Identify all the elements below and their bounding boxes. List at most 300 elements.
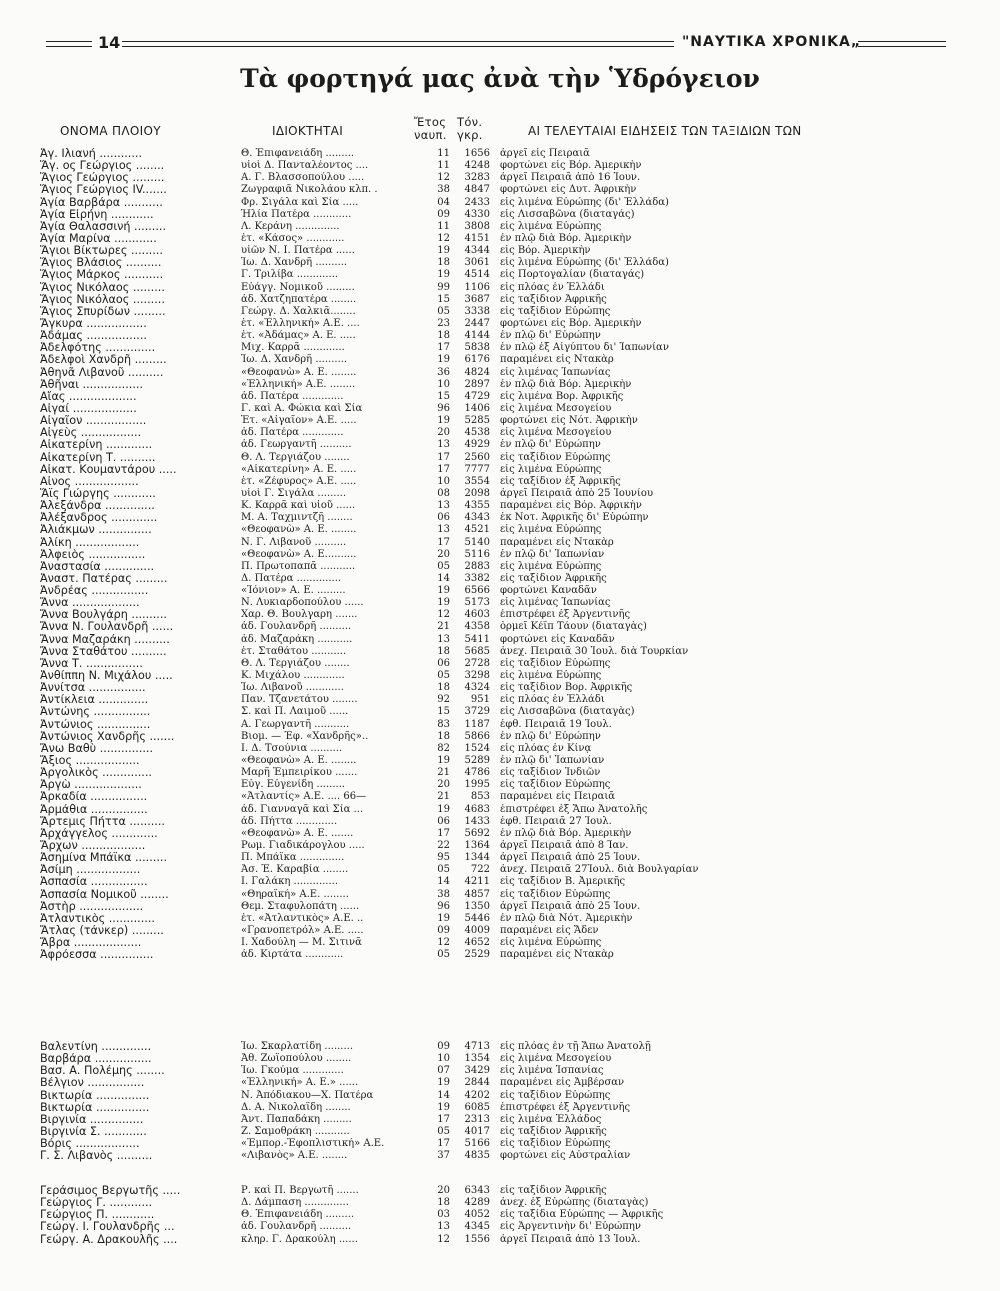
ship-owner: Ρωμ. Γιαδικάρογλου ..... bbox=[241, 840, 365, 852]
page-header bbox=[46, 33, 946, 55]
ship-row bbox=[40, 148, 960, 160]
ship-row bbox=[40, 1150, 960, 1162]
ship-row bbox=[40, 621, 960, 633]
ship-news: εἰς ταξίδιον Ἰνδιῶν bbox=[500, 767, 601, 779]
ship-year: 17 bbox=[437, 463, 450, 475]
ship-owner: Δ. Α. Νικολαΐδη ........ bbox=[241, 1101, 351, 1113]
ship-news: εἰς ταξίδιον Εὐρώπης bbox=[500, 305, 611, 317]
ship-tonnage: 4330 bbox=[464, 208, 490, 220]
ship-year: 21 bbox=[437, 621, 450, 633]
ship-news: εἰς λιμένα Ἱσπανίας bbox=[500, 1065, 604, 1077]
ship-name: Αἰγαῖον ................. bbox=[40, 415, 147, 428]
ship-year: 20 bbox=[437, 427, 450, 439]
ship-owner: Α. Γ. Βλασσοπούλου ..... bbox=[241, 172, 365, 184]
ship-owner: ἀδ. Χατζηπατέρα ........ bbox=[241, 293, 357, 305]
ship-news: εἰς ταξίδιον Ἀφρικῆς bbox=[500, 1185, 607, 1196]
ship-news: ἐν πλῷ διὰ Βόρ. Ἀμερικὴν bbox=[500, 378, 632, 390]
ship-name: Ἀντώνιος Χανδρῆς ....... bbox=[40, 730, 175, 743]
ship-row bbox=[40, 427, 960, 439]
ship-name: Ἀρκαδία ................ bbox=[40, 791, 148, 804]
ship-year: 21 bbox=[437, 767, 450, 779]
ship-tonnage: 5140 bbox=[464, 536, 490, 548]
ship-row bbox=[40, 1197, 960, 1209]
ship-row bbox=[40, 876, 960, 888]
ship-owner: ἀδ. Γουλανδρῆ .......... bbox=[241, 621, 352, 633]
ship-row bbox=[40, 1126, 960, 1138]
ship-year: 09 bbox=[437, 1041, 450, 1052]
ship-tonnage: 4847 bbox=[464, 184, 490, 196]
ship-tonnage: 4211 bbox=[464, 876, 490, 888]
ship-name: Ἀσημίνα Μπάϊκα ......... bbox=[40, 852, 167, 865]
ship-news: ἐν πλῷ δι' Εὐρώπην bbox=[500, 730, 601, 742]
ship-row bbox=[40, 1221, 960, 1233]
ship-name: Βιργινία ............... bbox=[40, 1113, 144, 1126]
ship-name: Ἅγιος Βλάσιος .......... bbox=[40, 257, 162, 270]
ship-name: Ἀλφειὸς ................ bbox=[40, 548, 146, 561]
ship-owner: ἀδ. Γουλανδρῆ .......... bbox=[241, 1221, 352, 1233]
ship-name: Ἀθῆναι ................. bbox=[40, 378, 144, 391]
ship-row bbox=[40, 1065, 960, 1077]
column-header-year-line2: ναυπ. bbox=[414, 128, 447, 142]
ship-news: εἰς ταξίδιον Εὐρώπης bbox=[500, 888, 611, 900]
ship-row bbox=[40, 743, 960, 755]
ship-news: εἰς λιμένα Εὐρώπης bbox=[500, 220, 602, 232]
ship-year: 06 bbox=[437, 815, 450, 827]
ship-year: 12 bbox=[437, 232, 450, 244]
ship-tonnage: 4538 bbox=[464, 427, 490, 439]
ship-tonnage: 4052 bbox=[464, 1209, 490, 1221]
ship-news: εἰς λιμένας Ἰαπωνίας bbox=[500, 366, 611, 378]
ship-name: Ἄννα Ν. Γουλανδρῆ ...... bbox=[40, 621, 174, 634]
ship-row bbox=[40, 731, 960, 743]
ship-news: παραμένει εἰς Ἄδεν bbox=[500, 925, 599, 936]
ship-tonnage: 1350 bbox=[464, 900, 490, 912]
magazine-title: "ΝΑΥΤΙΚΑ ΧΡΟΝΙΚΑ„ bbox=[682, 34, 862, 50]
ship-tonnage: 3061 bbox=[464, 257, 490, 269]
ship-row bbox=[40, 597, 960, 609]
ship-tonnage: 2728 bbox=[464, 657, 490, 669]
ship-name: Ἀρχάγγελος ............. bbox=[40, 827, 158, 840]
ship-row bbox=[40, 379, 960, 391]
ship-row bbox=[40, 500, 960, 512]
ship-row bbox=[40, 512, 960, 524]
ship-tonnage: 3729 bbox=[464, 706, 490, 718]
ship-owner: «Ἐμπορ.-Ἐφοπλιστική» Α.Ε. bbox=[241, 1138, 385, 1150]
column-header-year-line1: Ἔτος bbox=[414, 115, 447, 129]
ship-name: Ἁγία Μαρίνα ............ bbox=[40, 232, 157, 245]
ship-owner: «Θεοφανὼ» Α. Ε. ........ bbox=[241, 366, 357, 378]
ship-tonnage: 4151 bbox=[464, 232, 490, 244]
ship-row bbox=[40, 1077, 960, 1089]
ship-name: Ἁγία Εἰρήνη ............ bbox=[40, 208, 154, 221]
ship-year: 17 bbox=[437, 1138, 450, 1150]
ship-tonnage: 5173 bbox=[464, 597, 490, 609]
ship-row bbox=[40, 779, 960, 791]
ship-owner: Ι. Χαδούλη — Μ. Σιτινᾶ bbox=[241, 937, 362, 949]
ship-row bbox=[40, 585, 960, 597]
ship-year: 19 bbox=[437, 1101, 450, 1113]
ship-year: 17 bbox=[437, 1113, 450, 1125]
ship-name: Ἀδάμας ................. bbox=[40, 330, 147, 343]
ship-owner: «Ἰόνιον» Α. Ε. ......... bbox=[241, 585, 346, 597]
ship-row bbox=[40, 694, 960, 706]
ship-tonnage: 4017 bbox=[464, 1125, 490, 1137]
ship-tonnage: 4713 bbox=[464, 1041, 490, 1052]
ship-news: ἐπιστρέφει ἐξ Ἀργεντινῆς bbox=[500, 609, 631, 621]
ship-owner: Ν. Λυκιαρδοπούλου ...... bbox=[241, 597, 364, 609]
ship-row bbox=[40, 342, 960, 354]
ship-news: ἐν πλῷ διὰ Βόρ. Ἀμερικὴν bbox=[500, 827, 632, 839]
ship-year: 17 bbox=[437, 451, 450, 463]
ship-name: Ἅγιος Μάρκος ........... bbox=[40, 269, 164, 282]
ship-row bbox=[40, 913, 960, 925]
ship-row bbox=[40, 354, 960, 366]
ship-tonnage: 4824 bbox=[464, 366, 490, 378]
ship-row bbox=[40, 524, 960, 536]
ship-row bbox=[40, 367, 960, 379]
ship-tonnage: 4324 bbox=[464, 682, 490, 694]
ship-news: εἰς λιμένα Ἑλλάδος bbox=[500, 1113, 602, 1125]
ship-owner: Βιομ. — Ἐφ. «Χανδρῆς».. bbox=[241, 730, 369, 742]
ship-tonnage: 4345 bbox=[464, 1221, 490, 1233]
header-rule-middle bbox=[122, 41, 674, 47]
ship-news: ἐν πλῷ δι' Εὐρώπην bbox=[500, 439, 601, 451]
ship-news: ἐν πλῷ διὰ Νότ. Ἀμερικὴν bbox=[500, 912, 633, 924]
ship-name: Ἄννα ................... bbox=[40, 597, 140, 610]
ship-row bbox=[40, 282, 960, 294]
ship-row bbox=[40, 646, 960, 658]
ship-news: ἀργεῖ Πειραιᾶ ἀπὸ 8 Ἰαν. bbox=[500, 840, 629, 852]
ship-owner: ἀδ. Κιρτάτα ............ bbox=[241, 949, 344, 961]
ship-row bbox=[40, 476, 960, 488]
ship-owner: Θ. Ἐπιφανειάδη ......... bbox=[241, 1209, 355, 1221]
ship-news: εἰς Ἀργεντινὴν δι' Εὐρώπην bbox=[500, 1221, 641, 1233]
ship-news: παραμένει εἰς Ντακὰρ bbox=[500, 949, 614, 961]
ship-owner: «Θεοφανὼ» Α. Ε. ....... bbox=[241, 827, 354, 839]
ship-row bbox=[40, 937, 960, 949]
ship-row bbox=[40, 889, 960, 901]
ship-year: 05 bbox=[437, 560, 450, 572]
ship-tonnage: 4729 bbox=[464, 390, 490, 402]
ship-year: 14 bbox=[437, 1089, 450, 1101]
ship-name: Ἄξιος .................. bbox=[40, 755, 140, 768]
ship-news: εἰς ταξίδια Εὐρώπης — Ἀφρικῆς bbox=[500, 1209, 664, 1221]
ship-year: 15 bbox=[437, 390, 450, 402]
page-number: 14 bbox=[98, 33, 121, 52]
ship-row bbox=[40, 755, 960, 767]
ship-row bbox=[40, 925, 960, 937]
ship-tonnage: 4835 bbox=[464, 1150, 490, 1162]
ship-tonnage: 4289 bbox=[464, 1197, 490, 1209]
ship-owner: Ἰω. Δ. Χανδρῆ .......... bbox=[241, 257, 348, 269]
ship-news: εἰς λιμένα Εὐρώπης (δι' Ἑλλάδα) bbox=[500, 257, 669, 269]
ship-owner: Φρ. Σιγάλα καὶ Σία ..... bbox=[241, 196, 359, 208]
ship-name: Ἀσπασία ................ bbox=[40, 876, 148, 889]
ship-owner: Ἀντ. Παπαδάκη ......... bbox=[241, 1113, 352, 1125]
ship-row bbox=[40, 1234, 960, 1246]
ship-news: εἰς λιμένα Μεσογείου bbox=[500, 427, 612, 439]
ship-year: 18 bbox=[437, 330, 450, 342]
ship-tonnage: 5685 bbox=[464, 645, 490, 657]
ship-tonnage: 2313 bbox=[464, 1113, 490, 1125]
ship-name: Βαρβάρα ................ bbox=[40, 1053, 152, 1066]
ship-owner: «Θεοφανὼ» Α. Ε. ........ bbox=[241, 755, 357, 767]
ship-owner: Ν. Γ. Λιβανοῦ .......... bbox=[241, 536, 347, 548]
ship-owner: ἀδ. Πατέρα ............. bbox=[241, 390, 344, 402]
ship-year: 10 bbox=[437, 378, 450, 390]
ship-owner: Γεώργ. Δ. Χαλκιᾶ........ bbox=[241, 305, 356, 317]
ship-name: Αἰγεὺς ................. bbox=[40, 427, 142, 440]
ship-list-beta bbox=[40, 1041, 960, 1162]
ship-owner: Κ. Μιχάλου ............. bbox=[241, 670, 345, 682]
ship-news: εἰς Πορτογαλίαν (διαταγάς) bbox=[500, 269, 645, 281]
ship-name: Αἰκατερίνη Τ. .......... bbox=[40, 451, 156, 464]
ship-year: 19 bbox=[437, 912, 450, 924]
ship-year: 83 bbox=[437, 718, 450, 730]
ship-tonnage: 4248 bbox=[464, 160, 490, 172]
ship-row bbox=[40, 209, 960, 221]
ship-news: ἀργεῖ εἰς Πειραιᾶ bbox=[500, 148, 590, 159]
ship-row bbox=[40, 767, 960, 779]
ship-name: Ἀνδρέας ................ bbox=[40, 585, 149, 598]
ship-tonnage: 4857 bbox=[464, 888, 490, 900]
ship-news: φορτώνει εἰς Βόρ. Ἀμερικὴν bbox=[500, 160, 642, 172]
ship-owner: ἑτ. «Ἀδάμας» Α. Ε. ..... bbox=[241, 330, 356, 342]
ship-tonnage: 2433 bbox=[464, 196, 490, 208]
ship-owner: Χαρ. Θ. Βουλγαρη ....... bbox=[241, 609, 358, 621]
ship-year: 15 bbox=[437, 706, 450, 718]
ship-owner: Μαρῆ Ἐμπειρίκου ....... bbox=[241, 767, 358, 779]
ship-name: Γεώργ. Ι. Γουλανδρῆς ... bbox=[40, 1221, 175, 1234]
ship-row bbox=[40, 221, 960, 233]
ship-year: 19 bbox=[437, 585, 450, 597]
ship-row bbox=[40, 901, 960, 913]
ship-news: ἀνεχ. Πειραιᾶ 27Ἰουλ. διὰ Βουλγαρίαν bbox=[500, 864, 699, 876]
ship-owner: Ἰω. Δ. Χανδρῆ .......... bbox=[241, 354, 348, 366]
ship-news: φορτώνει εἰς Βόρ. Ἀμερικὴν bbox=[500, 317, 642, 329]
ship-news: ἐν πλῷ δι' Ἰαπωνίαν bbox=[500, 548, 605, 560]
ship-news: ἐφθ. Πειραιᾶ 27 Ἰουλ. bbox=[500, 815, 612, 827]
ship-year: 07 bbox=[437, 1065, 450, 1077]
ship-row bbox=[40, 949, 960, 961]
ship-year: 08 bbox=[437, 487, 450, 499]
ship-news: εἰς πλόας ἐν Ἑλλάδι bbox=[500, 281, 605, 293]
ship-news: ἐπιστρέφει ἐξ Ἄπω Ἀνατολῆς bbox=[500, 803, 648, 815]
ship-owner: «Ἑλληνική» Α.Ε. ........ bbox=[241, 378, 356, 390]
ship-row bbox=[40, 1185, 960, 1197]
ship-name: Ἅγιος Νικόλαος ......... bbox=[40, 293, 165, 306]
ship-news: ἀργεῖ Πειραιᾶ ἀπὸ 25 Ἰουν. bbox=[500, 852, 641, 864]
ship-year: 17 bbox=[437, 827, 450, 839]
ship-row bbox=[40, 682, 960, 694]
ship-year: 13 bbox=[437, 633, 450, 645]
ship-year: 20 bbox=[437, 1185, 450, 1196]
ship-news: ἀργεῖ Πειραιᾶ ἀπὸ 13 Ἰουλ. bbox=[500, 1233, 641, 1245]
ship-year: 13 bbox=[437, 500, 450, 512]
ship-name: Ἀθηνᾶ Λιβανοῦ .......... bbox=[40, 366, 164, 379]
ship-row bbox=[40, 840, 960, 852]
ship-name: Ἀσπασία Νομικοῦ ........ bbox=[40, 888, 169, 901]
ship-year: 13 bbox=[437, 524, 450, 536]
ship-tonnage: 4652 bbox=[464, 937, 490, 949]
ship-name: Ἀργολικὸς .............. bbox=[40, 767, 152, 780]
ship-year: 19 bbox=[437, 597, 450, 609]
ship-name: Ἄνω Βαθὺ ............... bbox=[40, 742, 154, 755]
ship-name: Γεώργιος Π. ............ bbox=[40, 1209, 155, 1222]
ship-owner: υἱῶν Ν. Ι. Πατέρα ...... bbox=[241, 245, 355, 257]
ship-news: φορτώνει εἰς Αὐστραλίαν bbox=[500, 1150, 631, 1162]
ship-news: εἰς πλόας ἐν Κίνᾳ bbox=[500, 742, 592, 754]
header-rule-left bbox=[46, 41, 92, 47]
ship-year: 18 bbox=[437, 257, 450, 269]
ship-name: Γ. Σ. Λιβανὸς .......... bbox=[40, 1150, 153, 1163]
ship-news: εἰς λιμένα Εὐρώπης bbox=[500, 560, 602, 572]
ship-row bbox=[40, 609, 960, 621]
ship-news: ἐν πλῷ διὰ Βόρ. Ἀμερικὴν bbox=[500, 232, 632, 244]
column-header-tons-line2: γκρ. bbox=[457, 128, 483, 142]
ship-tonnage: 4683 bbox=[464, 803, 490, 815]
ship-owner: Γ. Τριλίβα ............. bbox=[241, 269, 339, 281]
ship-owner: ἀδ. Γιανναγᾶ καὶ Σία ... bbox=[241, 803, 364, 815]
ship-news: εἰς ταξίδιον Ἀφρικῆς bbox=[500, 1125, 607, 1137]
ship-year: 18 bbox=[437, 730, 450, 742]
ship-news: εἰς λιμένα Εὐρώπης bbox=[500, 670, 602, 682]
ship-tonnage: 951 bbox=[470, 694, 490, 706]
ship-row bbox=[40, 791, 960, 803]
ship-news: ἐφθ. Πειραιᾶ 19 Ἰουλ. bbox=[500, 718, 612, 730]
ship-tonnage: 4009 bbox=[464, 925, 490, 936]
ship-year: 19 bbox=[437, 354, 450, 366]
ship-row bbox=[40, 1209, 960, 1221]
ship-news: εἰς λιμένα Εὐρώπης bbox=[500, 937, 602, 949]
ship-owner: κληρ. Γ. Δρακούλη ...... bbox=[241, 1233, 358, 1245]
ship-row bbox=[40, 488, 960, 500]
ship-tonnage: 4603 bbox=[464, 609, 490, 621]
ship-name: Ἅγιος Γεώργιος IV....... bbox=[40, 184, 167, 197]
ship-row bbox=[40, 233, 960, 245]
ship-news: ἀνεχ. ἐξ Εὐρώπης (διαταγὰς) bbox=[500, 1197, 649, 1209]
ship-year: 99 bbox=[437, 281, 450, 293]
ship-name: Βαλεντίνη .............. bbox=[40, 1041, 152, 1053]
ship-tonnage: 2897 bbox=[464, 378, 490, 390]
ship-year: 92 bbox=[437, 694, 450, 706]
ship-name: Γεώργ. Α. Δρακουλῆς .... bbox=[40, 1233, 178, 1246]
ship-owner: Π. Πρωτοπαπᾶ ........... bbox=[241, 560, 356, 572]
ship-row bbox=[40, 1053, 960, 1065]
ship-news: παραμένει εἰς Ντακὰρ bbox=[500, 536, 614, 548]
ship-owner: Ἰω. Λιβανοῦ ............ bbox=[241, 682, 344, 694]
ship-year: 19 bbox=[437, 269, 450, 281]
ship-row bbox=[40, 658, 960, 670]
ship-tonnage: 3283 bbox=[464, 172, 490, 184]
ship-tonnage: 3298 bbox=[464, 670, 490, 682]
ship-year: 19 bbox=[437, 803, 450, 815]
ship-name: Ἀσίμη .................. bbox=[40, 864, 141, 877]
ship-owner: Ζωγραφιᾶ Νικολάου κλπ. . bbox=[241, 184, 378, 196]
ship-year: 14 bbox=[437, 572, 450, 584]
ship-name: Ἀννίτσα ................ bbox=[40, 682, 146, 695]
ship-year: 18 bbox=[437, 1197, 450, 1209]
ship-name: Ἀγ. Ιλιανή ............ bbox=[40, 148, 143, 160]
ship-year: 11 bbox=[437, 148, 450, 159]
column-header-tons bbox=[457, 116, 483, 142]
ship-tonnage: 6343 bbox=[464, 1185, 490, 1196]
ship-news: ἐν πλῷ δι' Ἰαπωνίαν bbox=[500, 755, 605, 767]
ship-row bbox=[40, 306, 960, 318]
ship-row bbox=[40, 804, 960, 816]
ship-news: εἰς ταξίδιον Εὐρώπης bbox=[500, 1089, 611, 1101]
ship-year: 06 bbox=[437, 512, 450, 524]
ship-owner: Μ. Α. Ταχμιντζῆ ........ bbox=[241, 512, 353, 524]
ship-year: 95 bbox=[437, 852, 450, 864]
ship-tonnage: 1354 bbox=[464, 1053, 490, 1065]
ship-list-gamma bbox=[40, 1185, 960, 1246]
ship-owner: Μιχ. Καρρᾶ ............. bbox=[241, 342, 345, 354]
ship-news: εἰς ταξίδιον Ἀφρικῆς bbox=[500, 293, 607, 305]
ship-name: Ἀνθίππη Ν. Μιχάλου ..... bbox=[40, 670, 173, 683]
ship-row bbox=[40, 184, 960, 196]
ship-name: Ἀναστασία .............. bbox=[40, 560, 155, 573]
ship-row bbox=[40, 403, 960, 415]
ship-name: Ἄρχων .................. bbox=[40, 840, 146, 853]
ship-year: 19 bbox=[437, 245, 450, 257]
ship-name: Ἀλίκη .................. bbox=[40, 536, 140, 549]
ship-year: 12 bbox=[437, 1233, 450, 1245]
ship-tonnage: 722 bbox=[470, 864, 490, 876]
ship-row bbox=[40, 561, 960, 573]
ship-name: Ἀρμάθια ................ bbox=[40, 803, 148, 816]
ship-owner: Ἀσ. Ἐ. Καραβία ........ bbox=[241, 864, 349, 876]
ship-row bbox=[40, 549, 960, 561]
ship-tonnage: 4355 bbox=[464, 500, 490, 512]
ship-name: Ἄννα Βουλγάρη .......... bbox=[40, 609, 167, 622]
ship-news: εἰς ταξίδιον Βορ. Ἀφρικῆς bbox=[500, 682, 633, 694]
ship-tonnage: 1556 bbox=[464, 1233, 490, 1245]
ship-year: 14 bbox=[437, 876, 450, 888]
ship-name: Ἀτλαντικὸς ............. bbox=[40, 912, 155, 925]
ship-year: 04 bbox=[437, 196, 450, 208]
ship-owner: Δ. Δάμπαση .............. bbox=[241, 1197, 349, 1209]
ship-year: 05 bbox=[437, 949, 450, 961]
ship-row bbox=[40, 1090, 960, 1102]
column-header-tons-line1: Τόν. bbox=[457, 115, 483, 129]
ship-row bbox=[40, 464, 960, 476]
ship-owner: Θεμ. Σταφυλοπάτη ...... bbox=[241, 900, 360, 912]
ship-year: 05 bbox=[437, 670, 450, 682]
ship-year: 15 bbox=[437, 293, 450, 305]
ship-tonnage: 5446 bbox=[464, 912, 490, 924]
ship-owner: Δ. Πατέρα .............. bbox=[241, 572, 342, 584]
ship-tonnage: 4344 bbox=[464, 245, 490, 257]
ship-news: εἰς Βόρ. Ἀμερικὴν bbox=[500, 245, 591, 257]
ship-tonnage: 5166 bbox=[464, 1138, 490, 1150]
ship-row bbox=[40, 828, 960, 840]
ship-news: ὁρμεῖ Κέϊπ Τάουν (διαταγὰς) bbox=[500, 621, 647, 633]
ship-year: 05 bbox=[437, 864, 450, 876]
ship-owner: «Ἑλληνική» Α. Ε.» ...... bbox=[241, 1077, 359, 1089]
ship-news: εἰς λιμένα Εὐρώπης bbox=[500, 463, 602, 475]
ship-tonnage: 5838 bbox=[464, 342, 490, 354]
ship-row bbox=[40, 172, 960, 184]
ship-year: 38 bbox=[437, 888, 450, 900]
ship-owner: Θ. Ἐπιφανειάδη ......... bbox=[241, 148, 355, 159]
ship-tonnage: 3429 bbox=[464, 1065, 490, 1077]
ship-year: 09 bbox=[437, 925, 450, 936]
ship-tonnage: 2560 bbox=[464, 451, 490, 463]
ship-news: εἰς λιμένα Μεσογείου bbox=[500, 1053, 612, 1065]
ship-year: 22 bbox=[437, 840, 450, 852]
ship-owner: Ἑτ. «Αἰγαῖον» Α.Ε. ..... bbox=[241, 415, 357, 427]
